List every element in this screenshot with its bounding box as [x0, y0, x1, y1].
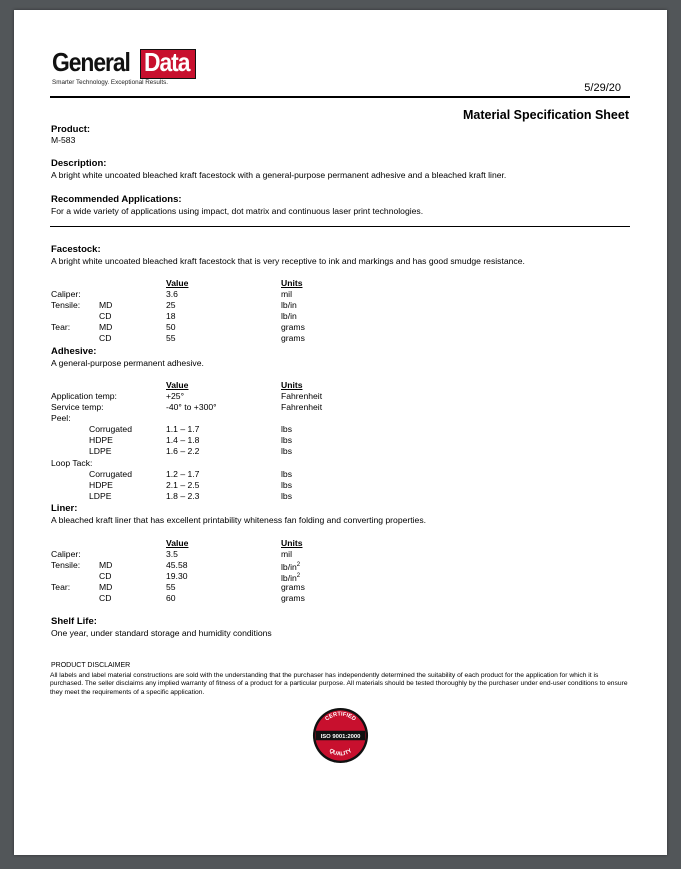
- peel-row-sub: HDPE: [89, 435, 113, 445]
- liner-row-sub: MD: [99, 560, 113, 570]
- loop-row-sub: LDPE: [89, 491, 112, 501]
- facestock-row-sub: CD: [99, 333, 112, 343]
- adhesive-text: A general-purpose permanent adhesive.: [51, 358, 204, 368]
- facestock-row-value: 18: [166, 311, 176, 321]
- loop-tack-label: Loop Tack:: [51, 458, 93, 468]
- disclaimer-title: PRODUCT DISCLAIMER: [51, 662, 131, 669]
- loop-row-sub: HDPE: [89, 480, 113, 490]
- liner-row-value: 45.58: [166, 560, 188, 570]
- adhesive-row-value: +25°: [166, 391, 185, 401]
- facestock-row-label: Caliper:: [51, 289, 81, 299]
- loop-row-units: lbs: [281, 480, 292, 490]
- peel-row-value: 1.4 – 1.8: [166, 435, 200, 445]
- facestock-value-header: Value: [166, 278, 189, 288]
- liner-row-value: 3.5: [166, 549, 178, 559]
- facestock-row-units: grams: [281, 322, 305, 332]
- loop-row-value: 1.2 – 1.7: [166, 469, 200, 479]
- loop-row-value: 1.8 – 2.3: [166, 491, 200, 501]
- peel-row-sub: Corrugated: [89, 424, 132, 434]
- facestock-row-units: grams: [281, 333, 305, 343]
- product-heading: Product:: [51, 124, 91, 135]
- liner-row-sub: CD: [99, 571, 112, 581]
- seal-bottom-text: QUALITY: [327, 748, 354, 758]
- liner-units-text: lb/in: [281, 561, 297, 572]
- sheet-title: Material Specification Sheet: [462, 108, 629, 122]
- loop-row-units: lbs: [281, 469, 292, 479]
- facestock-row-value: 55: [166, 333, 176, 343]
- document-date: 5/29/20: [584, 82, 621, 94]
- description-heading: Description:: [51, 158, 107, 169]
- adhesive-row-units: Fahrenheit: [281, 391, 323, 401]
- liner-row-label: Caliper:: [51, 549, 81, 559]
- header-divider: [50, 96, 630, 98]
- applications-text: For a wide variety of applications using impact, dot matrix and continuous laser print technologies.: [51, 206, 424, 216]
- adhesive-row-label: Service temp:: [51, 402, 104, 412]
- liner-units-text: grams: [281, 593, 305, 603]
- facestock-heading: Facestock:: [51, 244, 101, 255]
- loop-row-sub: Corrugated: [89, 469, 132, 479]
- liner-units-text: mil: [281, 549, 292, 559]
- facestock-row-sub: CD: [99, 311, 112, 321]
- adhesive-units-header: Units: [281, 380, 303, 390]
- facestock-row-units: lb/in: [281, 300, 297, 310]
- facestock-text: A bright white uncoated bleached kraft facestock that is very receptive to ink and markings and has good smudge resistance.: [51, 256, 525, 266]
- peel-row-value: 1.6 – 2.2: [166, 446, 200, 456]
- shelf-life-text: One year, under standard storage and humidity conditions: [51, 628, 272, 638]
- facestock-units-header: Units: [281, 278, 303, 288]
- adhesive-row-units: Fahrenheit: [281, 402, 323, 412]
- liner-units-text: lb/in: [281, 572, 297, 583]
- facestock-row-sub: MD: [99, 322, 113, 332]
- liner-row-units: [281, 593, 305, 604]
- peel-row-sub: LDPE: [89, 446, 112, 456]
- peel-row-units: lbs: [281, 446, 292, 456]
- liner-row-sub: CD: [99, 593, 112, 603]
- seal-top-text: CERTIFIED: [324, 711, 357, 723]
- section-divider: [50, 226, 630, 227]
- liner-heading: Liner:: [51, 503, 78, 514]
- liner-row-value: 60: [166, 593, 176, 603]
- liner-row-units: [281, 549, 292, 560]
- facestock-row-value: 50: [166, 322, 176, 332]
- document-page: [14, 10, 667, 855]
- liner-row-label: Tear:: [51, 582, 71, 592]
- logo-data-text: Data: [144, 47, 190, 77]
- liner-units-sup: 2: [296, 562, 301, 568]
- loop-row-units: lbs: [281, 491, 292, 501]
- liner-text: A bleached kraft liner that has excellent printability whiteness fan folding and converting properties.: [51, 515, 427, 525]
- liner-row-value: 55: [166, 582, 176, 592]
- liner-units-sup: 2: [296, 573, 301, 579]
- liner-units-header: Units: [281, 538, 303, 548]
- shelf-life-heading: Shelf Life:: [51, 616, 97, 627]
- liner-row-value: 19.30: [166, 571, 188, 581]
- liner-row-units: [281, 582, 305, 593]
- facestock-row-value: 3.6: [166, 289, 178, 299]
- facestock-row-sub: MD: [99, 300, 113, 310]
- liner-row-label: Tensile:: [51, 560, 81, 570]
- facestock-row-value: 25: [166, 300, 176, 310]
- disclaimer-text: All labels and label material constructions are sold with the understanding that the purchaser has independently determined the suitability of each product for the application for which it is purchased. The seller disclaims any implied warranty of fitness of a product for a particular purpose. All materials should be tested thoroughly by the purchaser under end-user conditions to ensure they meet the requirements of a specific application.: [50, 672, 628, 696]
- company-logo: [50, 48, 196, 86]
- facestock-row-label: Tensile:: [51, 300, 81, 310]
- applications-heading: Recommended Applications:: [51, 194, 182, 205]
- adhesive-row-label: Application temp:: [51, 391, 117, 401]
- logo-general-text: General: [52, 47, 130, 77]
- peel-label: Peel:: [51, 413, 71, 423]
- seal-middle-text: ISO 9001:2000: [320, 733, 361, 740]
- adhesive-value-header: Value: [166, 380, 189, 390]
- loop-row-value: 2.1 – 2.5: [166, 480, 200, 490]
- iso-certified-seal: [312, 707, 369, 764]
- description-text: A bright white uncoated bleached kraft facestock with a general-purpose permanent adhesive and a bleached kraft liner.: [51, 170, 507, 180]
- facestock-row-units: lb/in: [281, 311, 297, 321]
- liner-units-text: grams: [281, 582, 305, 592]
- adhesive-heading: Adhesive:: [51, 346, 97, 357]
- peel-row-value: 1.1 – 1.7: [166, 424, 200, 434]
- facestock-row-label: Tear:: [51, 322, 71, 332]
- peel-row-units: lbs: [281, 435, 292, 445]
- liner-row-sub: MD: [99, 582, 113, 592]
- product-value: M-583: [51, 135, 76, 145]
- facestock-row-units: mil: [281, 289, 292, 299]
- adhesive-row-value: -40° to +300°: [166, 402, 217, 412]
- peel-row-units: lbs: [281, 424, 292, 434]
- logo-tagline: Smarter Technology. Exceptional Results.: [52, 79, 168, 86]
- liner-value-header: Value: [166, 538, 189, 548]
